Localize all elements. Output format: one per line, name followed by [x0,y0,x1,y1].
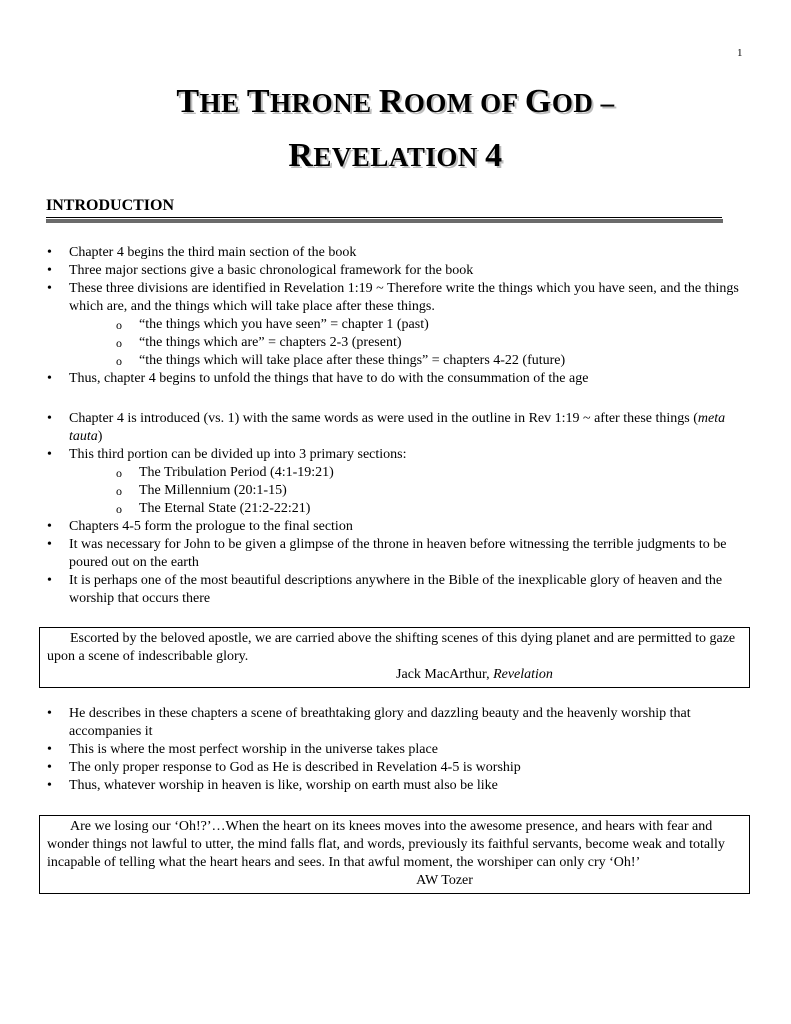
sub-list-item: o The Tribulation Period (4:1-19:21) [69,464,746,482]
list-item: • It was necessary for John to be given a glimpse of the throne in heaven before witnessing the terrible judgments to be poured out on the earth [46,536,746,572]
title-cap: R [288,137,314,174]
section-heading: INTRODUCTION [46,197,175,214]
intro-bullet-list [46,244,746,388]
sub-list-item: o “the things which will take place after these things” = chapters 4-22 (future) [69,352,746,370]
quote-attribution: Jack MacArthur, Revelation [396,667,553,682]
list-item: • This is where the most perfect worship in the universe takes place [46,741,746,759]
list-item: • Chapters 4-5 form the prologue to the final section [46,518,746,536]
heading-rule-thin [46,217,722,218]
title-rest: OD – [551,88,615,118]
sub-list-item: o The Eternal State (21:2-22:21) [69,500,746,518]
quote-box-macarthur [39,627,750,688]
list-item: • The only proper response to God as He is described in Revelation 4-5 is worship [46,759,746,777]
list-item-text: This third portion can be divided up into 3 primary sections: [69,447,407,462]
title-rest: HE [199,88,247,118]
title-rest: EVELATION [313,142,486,172]
list-item: • Chapter 4 begins the third main section of the book [46,244,746,262]
quote-box-tozer [39,815,750,894]
title-cap: R [378,83,404,120]
list-item: • It is perhaps one of the most beautiful descriptions anywhere in the Bible of the inexplicable glory of heaven and the worship that occurs there [46,572,746,608]
worship-bullet-list [46,705,746,795]
structure-bullet-list [46,410,746,608]
page-title-line-1 [0,83,791,121]
title-rest: HRONE [270,88,379,118]
list-item-text: These three divisions are identified in Revelation 1:19 ~ Therefore write the things which you have seen, and the things which are, and the things which will take place after these things. [69,281,739,314]
quote-text: Escorted by the beloved apostle, we are carried above the shifting scenes of this dying planet and are permitted to gaze upon a scene of indescribable glory. [47,631,736,664]
title-cap: 4 [485,137,503,174]
sub-list [69,316,746,370]
title-cap: T [176,83,200,120]
list-item [46,410,746,446]
list-item: • Three major sections give a basic chronological framework for the book [46,262,746,280]
sub-list [69,464,746,518]
title-cap: G [524,83,552,120]
page-title-line-2 [0,137,791,175]
greek-phrase: meta tauta [69,411,726,444]
list-item [46,446,746,518]
list-item-text: ) [97,429,103,444]
list-item [46,280,746,370]
sub-list-item: o The Millennium (20:1-15) [69,482,746,500]
list-item: • Thus, whatever worship in heaven is like, worship on earth must also be like [46,777,746,795]
quote-attribution: AW Tozer [416,873,473,888]
page-number: 1 [737,47,743,59]
quote-text: Are we losing our ‘Oh!?’…When the heart on its knees moves into the awesome presence, and hears with fear and wonder things not lawful to utter, the mind falls flat, and words, previously its faithful servants, become weak and totally incapable of telling what the heart hears and sees. In that awful moment, the worshiper can only cry ‘Oh!’ [47,819,725,870]
list-item: • Thus, chapter 4 begins to unfold the things that have to do with the consummation of the age [46,370,746,388]
title-rest: OOM OF [403,88,525,118]
heading-rule-thick [46,219,723,223]
list-item: • He describes in these chapters a scene of breathtaking glory and dazzling beauty and the heavenly worship that accompanies it [46,705,746,741]
list-item-text: Chapter 4 is introduced (vs. 1) with the same words as were used in the outline in Rev 1:19 ~ after these things ( [69,411,698,426]
sub-list-item: o “the things which you have seen” = chapter 1 (past) [69,316,746,334]
title-cap: T [246,83,271,120]
sub-list-item: o “the things which are” = chapters 2-3 (present) [69,334,746,352]
